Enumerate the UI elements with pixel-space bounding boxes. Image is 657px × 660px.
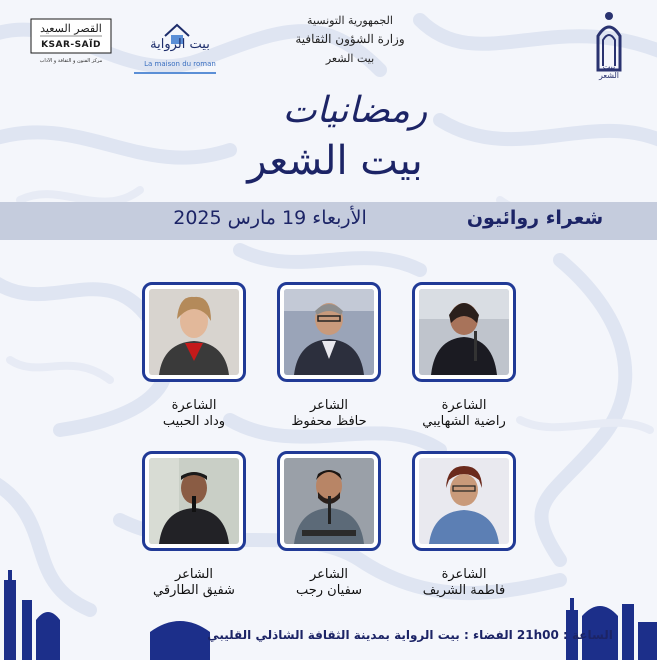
maison-du-roman-arabic: بيت الرواية	[150, 37, 210, 52]
participant-name-6: شفيق الطارقي	[153, 583, 235, 598]
ksar-logo-latin: KSAR-SAÏD	[41, 40, 101, 50]
event-date: الأربعاء 19 مارس 2025	[173, 207, 367, 229]
participant-name-4: فاطمة الشريف	[422, 583, 506, 598]
participant-photo-4	[412, 451, 516, 551]
maison-du-roman-french: La maison du roman	[144, 60, 216, 68]
event-time: 21h00	[516, 628, 559, 642]
participant-role-5: الشاعر	[309, 567, 349, 582]
participant-photo-3	[142, 282, 246, 382]
republic-line: الجمهورية التونسية	[307, 14, 393, 27]
participant-name-2: حافظ محفوظ	[291, 414, 367, 429]
ksar-logo-arabic: القصر السعيد	[40, 22, 102, 35]
participant-role-6: الشاعر	[174, 567, 214, 582]
participant-role-1: الشاعرة	[441, 398, 487, 413]
event-theme: شعراء روائيون	[466, 207, 604, 229]
crest-label: بيت الشعر	[598, 62, 620, 80]
venue-label: الفضاء :	[464, 628, 513, 642]
participant-photo-5	[277, 451, 381, 551]
institution-line: بيت الشعر	[325, 52, 375, 65]
participant-photo-1	[412, 282, 516, 382]
ministry-line: وزارة الشؤون الثقافية	[295, 32, 405, 46]
participant-photo-6	[142, 451, 246, 551]
event-title: رمضانيات	[282, 90, 428, 131]
time-label: الساعة :	[563, 628, 613, 642]
participant-role-3: الشاعرة	[171, 398, 217, 413]
participant-name-3: وداد الحبيب	[162, 414, 226, 429]
maison-du-roman-underline	[134, 72, 216, 74]
event-subtitle: بيت الشعر	[247, 138, 423, 184]
skyline-silhouette-icon	[0, 570, 657, 660]
participant-role-2: الشاعر	[309, 398, 349, 413]
participant-name-5: سفيان رجب	[295, 583, 363, 598]
participant-role-4: الشاعرة	[441, 567, 487, 582]
participant-photo-2	[277, 282, 381, 382]
ksar-logo-subtitle: مركز الفنون و الثقافة و الآداب	[39, 58, 103, 64]
event-time-venue	[200, 628, 620, 642]
event-venue: بيت الرواية بمدينة الثقافة الشاذلي القليبي	[207, 628, 460, 642]
participant-name-1: راضية الشهايبي	[422, 414, 506, 429]
